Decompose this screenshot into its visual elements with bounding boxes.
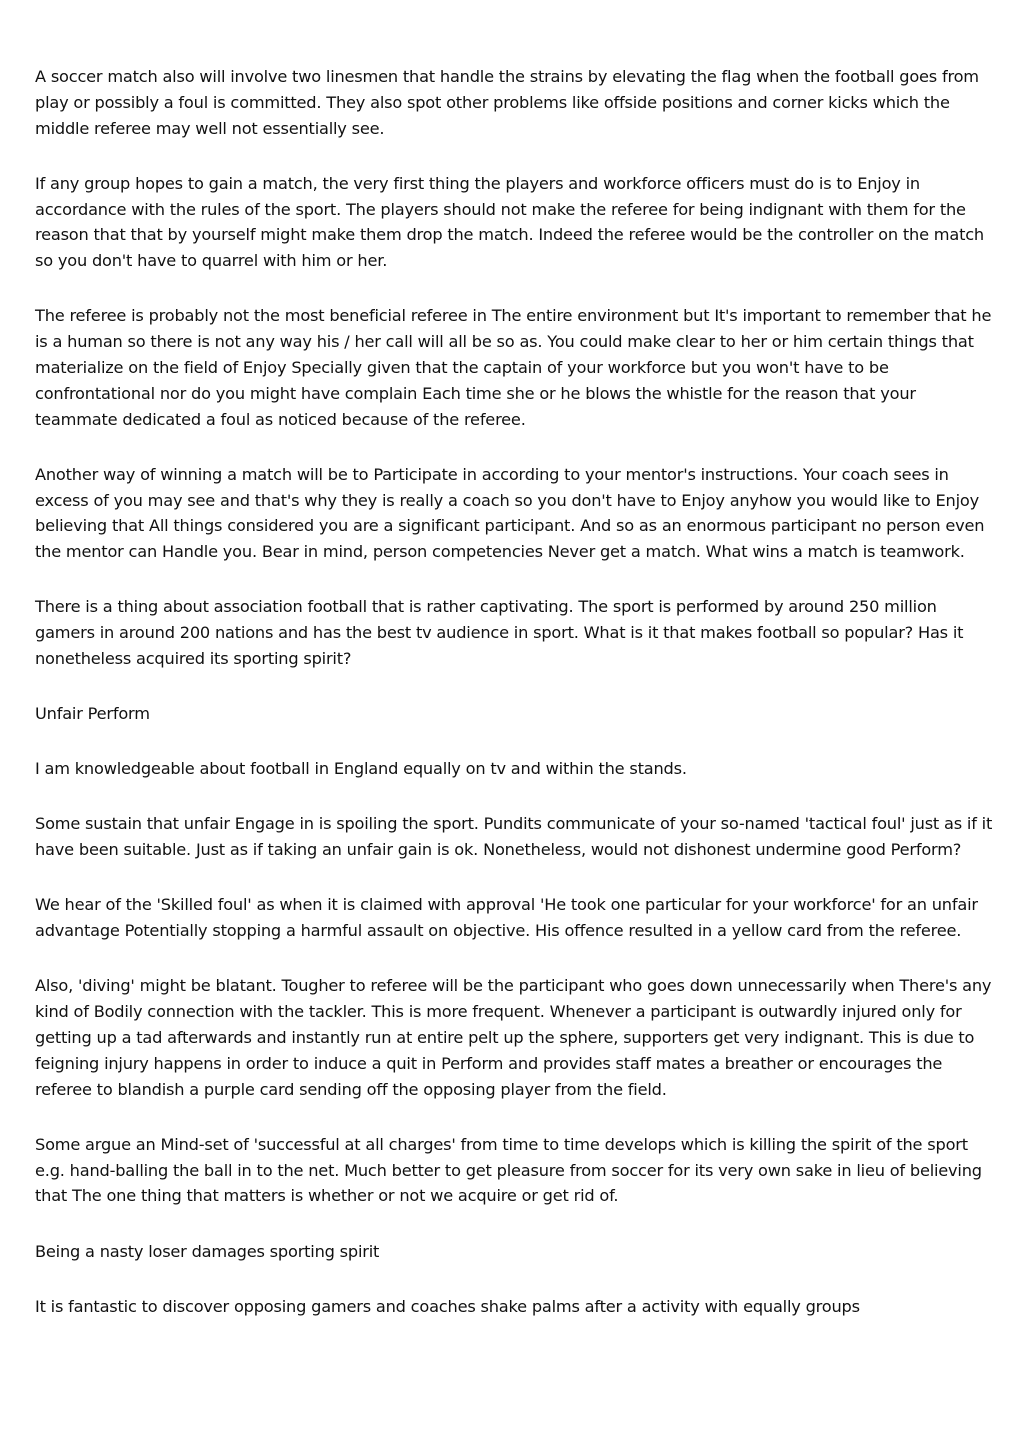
paragraph: A soccer match also will involve two linesmen that handle the strains by elevating the flag when the football goes from play or possibly a foul is committed. They also spot other problems like offside positions and corner kicks which the middle referee may well not essentially see.	[35, 67, 979, 138]
paragraph: Some sustain that unfair Engage in is spoiling the sport. Pundits communicate of your so-named 'tactical foul' just as if it have been suitable. Just as if taking an unfair gain is ok. Nonetheless, would not dishonest undermine good Perform?	[35, 814, 993, 860]
paragraph: Also, 'diving' might be blatant. Tougher to referee will be the participant who goes down unnecessarily when There's any kind of Bodily connection with the tackler. This is more frequent. Whenever a participant is outwardly injured only for getting up a tad afterwards and instantly run at entire pelt up the sphere, supporters get very indignant. This is due to feigning injury happens in order to induce a quit in Perform and provides staff mates a breather or encourages the referee to blandish a purple card sending off the opposing player from the field.	[35, 976, 992, 1099]
paragraph: If any group hopes to gain a match, the very first thing the players and workforce officers must do is to Enjoy in accordance with the rules of the sport. The players should not make the referee for being indignant with them for the reason that that by yourself might make them drop the match. Indeed the referee would be the controller on the match so you don't have to quarrel with him or her.	[35, 173, 984, 271]
paragraph: Some argue an Mind-set of 'successful at all charges' from time to time develops which is killing the spirit of the sport e.g. hand-balling the ball in to the net. Much better to get pleasure from soccer for its very own sake in lieu of believing that The one thing that matters is whether or not we acquire or get rid of.	[35, 1134, 982, 1206]
section-heading: Being a nasty loser damages sporting spirit	[35, 1241, 380, 1261]
paragraph: I am knowledgeable about football in England equally on tv and within the stands.	[35, 759, 687, 779]
section-heading: Unfair Perform	[35, 704, 150, 724]
paragraph: It is fantastic to discover opposing gamers and coaches shake palms after a activity with equally groups	[35, 1296, 860, 1316]
paragraph: We hear of the 'Skilled foul' as when it is claimed with approval 'He took one particular for your workforce' for an unfair advantage Potentially stopping a harmful assault on objective. His offence resulted in a yellow card from the referee.	[35, 895, 978, 941]
document-body	[35, 64, 993, 1349]
paragraph: Another way of winning a match will be to Participate in according to your mentor's instructions. Your coach sees in excess of you may see and that's why they is really a coach so you don't have to Enjoy anyhow you would like to Enjoy believing that All things considered you are a significant participant. And so as an enormous participant no person even the mentor can Handle you. Bear in mind, person competencies Never get a match. What wins a match is teamwork.	[35, 464, 985, 562]
paragraph: There is a thing about association football that is rather captivating. The sport is performed by around 250 million gamers in around 200 nations and has the best tv audience in sport. What is it that makes football so popular? Has it nonetheless acquired its sporting spirit?	[35, 597, 964, 668]
paragraph: The referee is probably not the most beneficial referee in The entire environment but It's important to remember that he is a human so there is not any way his / her call will all be so as. You could make clear to her or him certain things that materialize on the field of Enjoy Specially given that the captain of your workforce but you won't have to be confrontational nor do you might have complain Each time she or he blows the whistle for the reason that your teammate dedicated a foul as noticed because of the referee.	[35, 306, 992, 429]
